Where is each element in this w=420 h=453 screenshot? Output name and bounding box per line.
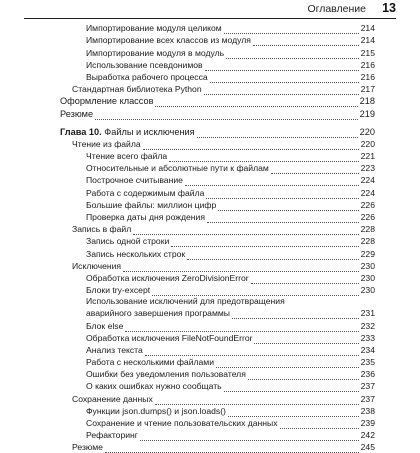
toc-entry-page: 237 [360,381,375,392]
toc-entry-title: Работа с несколькими файлами [86,357,214,368]
toc-entry [60,368,375,380]
dot-leader [251,275,359,284]
toc-entry [60,22,375,34]
dot-leader [271,165,359,174]
toc-entry-title: Импортирование модуля целиком [86,23,222,34]
toc-entry-title: Относительные и абсолютные пути к файлам [86,163,269,174]
toc-entry-title: О каких ошибках нужно сообщать [86,381,222,392]
toc-entry-page: 214 [360,23,375,34]
dot-leader [123,263,359,272]
dot-leader [248,371,359,380]
toc-entry-title: Блоки try-except [86,285,151,296]
toc-entry-title: Проверка даты дня рождения [86,212,205,222]
toc-entry-title: Большие файлы: миллион цифр [86,199,217,210]
toc-entry-wrapped-line2: аварийного завершения программы 231 [86,308,375,319]
toc-entry-page: 224 [360,175,375,186]
toc-entry-page: 219 [359,108,375,119]
toc-entry-page: 228 [360,224,375,235]
toc-entry-title: Обработка исключения ZeroDivisionError [86,272,249,283]
dot-leader [105,444,359,453]
toc-entry [60,150,375,162]
toc-entry [60,223,375,235]
dot-leader [169,153,358,162]
toc-entry-page: 218 [359,96,375,107]
toc-entry-page: 234 [360,344,375,355]
toc-entry [60,186,375,198]
dot-leader [143,141,359,150]
toc-entry-title: Резюме [72,442,103,453]
toc-entry-page: 232 [360,320,375,331]
toc-entry [60,95,375,107]
running-header [24,0,396,19]
running-header-title: Оглавление [307,3,366,15]
chapter-page: 220 [359,126,375,137]
toc-entry [60,380,375,392]
chapter-title: Файлы и исключения [104,126,195,137]
toc-entry-page: 237 [360,393,375,404]
toc-entry-page: 224 [360,187,375,198]
dot-leader [204,86,359,95]
toc-entry-title: Анализ текста [86,344,143,355]
toc-entry-page: 230 [360,272,375,283]
dot-leader [205,62,359,71]
toc-entry [60,247,375,259]
dot-leader [216,359,359,368]
toc-entry-title: Сохранение и чтение пользовательских данных [86,418,278,428]
toc-entry [60,260,375,272]
dot-leader [224,25,359,34]
toc-entry-title: Резюме [60,108,94,119]
toc-entry [60,59,375,71]
toc-entry-wrapped-line1: Использование исключений для предотвращения [86,296,285,307]
toc-entry [60,284,375,296]
toc-entry-page: 220 [360,138,375,149]
toc-entry [60,174,375,186]
toc-entry [60,199,375,211]
table-of-contents [60,22,375,453]
dot-leader [218,202,358,211]
toc-entry-title: Блок else [86,320,124,331]
toc-entry-title: Функции json.dumps() и json.loads() [86,405,226,416]
dot-leader [197,129,358,138]
toc-entry [60,405,375,417]
dot-leader [140,432,359,441]
toc-entry-page: 229 [360,248,375,259]
toc-entry-title: Выработка рабочего процесса [86,71,208,82]
toc-entry-title: Построчное считывание [86,175,183,186]
toc-entry-title: Импортирование модуля в модуль [86,47,225,58]
toc-entry-title: Исключения [72,260,122,271]
toc-entry-page: 233 [360,332,375,343]
chapter-label: Глава 10. [60,126,102,137]
toc-entry-title: Чтение из файла [72,138,141,149]
toc-entry-page: 216 [360,59,375,70]
toc-entry-page: 238 [360,405,375,416]
dot-leader [171,238,358,247]
toc-entry [60,392,375,404]
toc-entry [60,441,375,453]
dot-leader [185,177,359,186]
toc-entry-title: Запись в файл [72,224,132,235]
toc-entry-title: Запись одной строки [86,236,170,247]
toc-section-files-part2 [60,319,375,453]
dot-leader [207,214,359,223]
toc-entry [60,417,375,429]
toc-entry-page: 230 [360,260,375,271]
dot-leader [224,383,359,392]
toc-entry [60,319,375,331]
toc-entry-title: Запись нескольких строк [86,248,186,259]
dot-leader [145,347,359,356]
toc-entry-page: 239 [360,418,375,428]
dot-leader [253,37,359,46]
dot-leader [133,226,358,235]
toc-entry-page: 216 [360,71,375,82]
toc-entry [60,34,375,46]
toc-chapter-10 [60,126,375,138]
toc-entry-title: Импортирование всех классов из модуля [86,35,251,46]
toc-entry-page: 228 [360,236,375,247]
toc-entry [60,83,375,95]
toc-entry-page: 245 [360,442,375,453]
toc-entry [60,162,375,174]
toc-entry-title: Стандартная библиотека Python [72,84,202,95]
toc-entry-page: 221 [360,151,375,162]
toc-entry-page: 226 [360,199,375,210]
toc-entry-page: 217 [360,84,375,95]
toc-entry [60,71,375,83]
dot-leader [187,251,359,260]
toc-entry-title: Оформление классов [60,96,154,107]
toc-entry-page: 226 [360,212,375,222]
toc-entry [60,46,375,58]
toc-entry [60,332,375,344]
dot-leader [228,408,359,417]
toc-entry [60,429,375,441]
toc-entry [60,272,375,284]
toc-entry [60,356,375,368]
toc-entry [60,107,375,119]
toc-entry-title: Работа с содержимым файла [86,187,205,198]
dot-leader [206,190,358,199]
toc-entry [60,211,375,223]
toc-entry-page: 242 [360,430,375,441]
dot-leader [232,310,359,319]
dot-leader [155,98,357,107]
dot-leader [210,74,359,83]
toc-entry-page: 223 [360,163,375,174]
dot-leader [152,287,359,296]
dot-leader [125,323,358,332]
page-number: 13 [382,1,396,15]
toc-entry-page: 235 [360,357,375,368]
toc-entry-title: Ошибки без уведомления пользователя [86,369,246,380]
toc-entry-page: 230 [360,285,375,296]
toc-entry-title: Обработка исключения FileNotFoundError [86,332,253,343]
dot-leader [280,420,359,429]
toc-entry-title: Чтение всего файла [86,151,168,162]
toc-entry-title: Сохранение данных [72,393,153,404]
toc-entry [60,235,375,247]
toc-entry-page: 236 [360,369,375,380]
toc-section-classes [60,22,375,120]
toc-entry-page: 215 [360,47,375,58]
toc-entry-title: Рефакторинг [86,430,138,441]
toc-entry [60,344,375,356]
toc-entry-title: Использование псевдонимов [86,59,203,70]
dot-leader [155,396,359,405]
toc-section-files-part1 [60,138,375,296]
dot-leader [254,335,358,344]
dot-leader [95,111,358,120]
toc-entry-page: 214 [360,35,375,46]
toc-entry [60,138,375,150]
dot-leader [226,50,359,59]
